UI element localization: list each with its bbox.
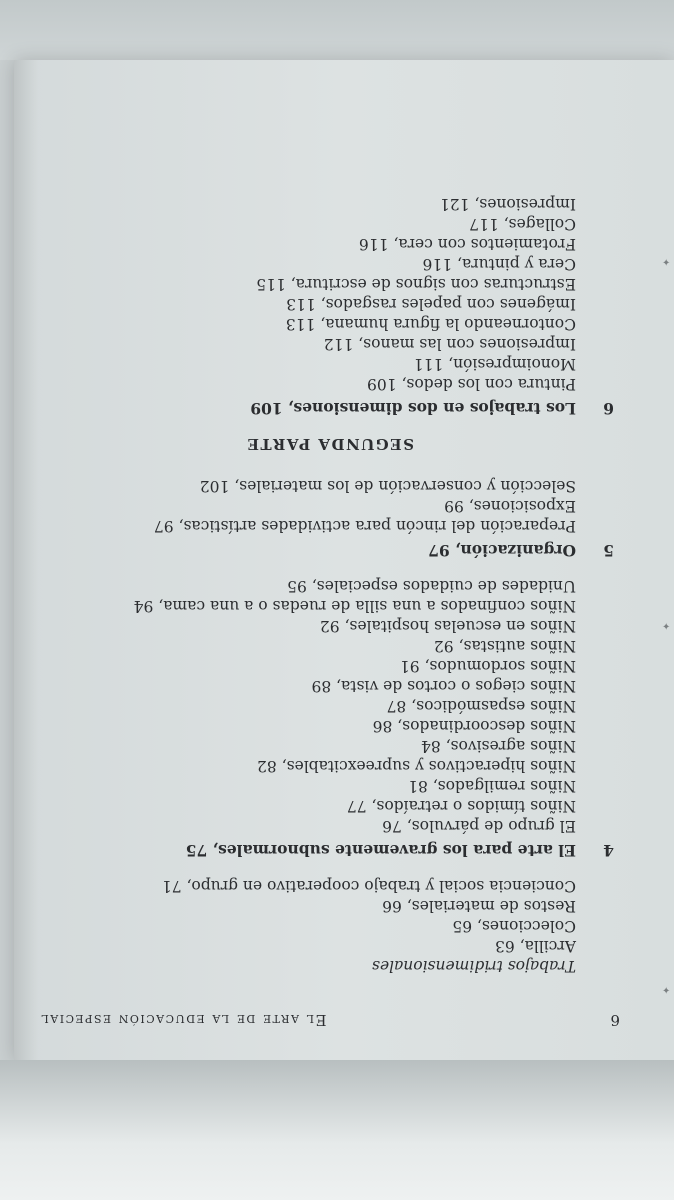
toc-entry: Niños tímidos o retraídos, 77 bbox=[346, 797, 576, 815]
chapter-number: 5 bbox=[603, 541, 614, 560]
toc-entry: Monoimpresión, 111 bbox=[413, 355, 576, 373]
toc-entry: Niños remilgados, 81 bbox=[408, 777, 576, 795]
chapter-title: Organización, 97 bbox=[428, 541, 576, 560]
toc-entry: Niños espasmódicos, 87 bbox=[386, 697, 576, 715]
toc-entry: Niños ciegos o cortos de vista, 89 bbox=[311, 677, 576, 695]
toc-entry: Niños hiperactivos y supreexcitables, 82 bbox=[257, 757, 576, 775]
page-number: 6 bbox=[610, 1011, 620, 1029]
toc-entry: Imágenes con papeles rasgados, 113 bbox=[286, 295, 576, 313]
binding-mark-icon: ✦ bbox=[662, 258, 671, 269]
part-heading: SEGUNDA PARTE bbox=[246, 435, 414, 453]
toc-entry: Conciencia social y trabajo cooperativo en grupo, 71 bbox=[161, 877, 576, 895]
page-gutter-shadow bbox=[14, 60, 38, 1060]
toc-entry: Niños autistas, 92 bbox=[433, 637, 576, 655]
toc-entry: Impresiones, 121 bbox=[439, 195, 576, 213]
chapter-heading bbox=[40, 398, 620, 418]
toc-entry: Niños sordomudos, 91 bbox=[399, 657, 576, 675]
chapter-number: 6 bbox=[603, 399, 614, 418]
toc-entry: Pintura con los dedos, 109 bbox=[367, 375, 576, 393]
toc-entry: Selección y conservación de los materiales, 102 bbox=[199, 477, 576, 495]
toc-entry: Estructuras con signos de escritura, 115 bbox=[256, 275, 576, 293]
running-head bbox=[40, 1010, 620, 1030]
chapter-heading bbox=[40, 840, 620, 860]
chapter-number: 4 bbox=[603, 841, 614, 860]
chapter-title: Los trabajos en dos dimensiones, 109 bbox=[250, 399, 576, 418]
toc-entry: Contorneando la figura humana, 113 bbox=[285, 315, 576, 333]
toc-entry: Preparación del rincón para actividades artísticas, 97 bbox=[153, 517, 576, 535]
toc-entry: Niños descoordinados, 86 bbox=[372, 717, 576, 735]
background-bottom bbox=[0, 1060, 674, 1200]
toc-entry: Arcilla, 63 bbox=[495, 937, 576, 955]
table-of-contents bbox=[40, 150, 620, 1030]
toc-entry: Frotamientos con cera, 116 bbox=[358, 235, 576, 253]
toc-entry: Niños en escuelas hospitales, 92 bbox=[319, 617, 576, 635]
toc-entry: Colecciones, 65 bbox=[452, 917, 576, 935]
running-head-title: El arte de la educación especial bbox=[40, 1011, 327, 1029]
subsection-heading: Trabajos tridimensionales bbox=[371, 957, 576, 975]
toc-entry: Restos de materiales, 66 bbox=[382, 897, 576, 915]
chapter-heading bbox=[40, 540, 620, 560]
binding-mark-icon: ✦ bbox=[662, 622, 671, 633]
toc-entry: Impresiones con las manos, 112 bbox=[323, 335, 576, 353]
toc-entry: Niños agresivos, 84 bbox=[421, 737, 576, 755]
binding-mark-icon: ✦ bbox=[662, 986, 671, 997]
toc-entry: Unidades de cuidados especiales, 95 bbox=[287, 577, 576, 595]
toc-entry: Niños confinados a una silla de ruedas o a una cama, 94 bbox=[133, 597, 576, 615]
chapter-title: El arte para los gravemente subnormales, 75 bbox=[185, 841, 576, 860]
toc-entry: El grupo de párvulos, 76 bbox=[382, 817, 576, 835]
toc-entry: Collages, 117 bbox=[469, 215, 576, 233]
background-top bbox=[0, 0, 674, 60]
toc-entry: Exposiciones, 99 bbox=[444, 497, 576, 515]
toc-entry: Cera y pintura, 116 bbox=[422, 255, 576, 273]
